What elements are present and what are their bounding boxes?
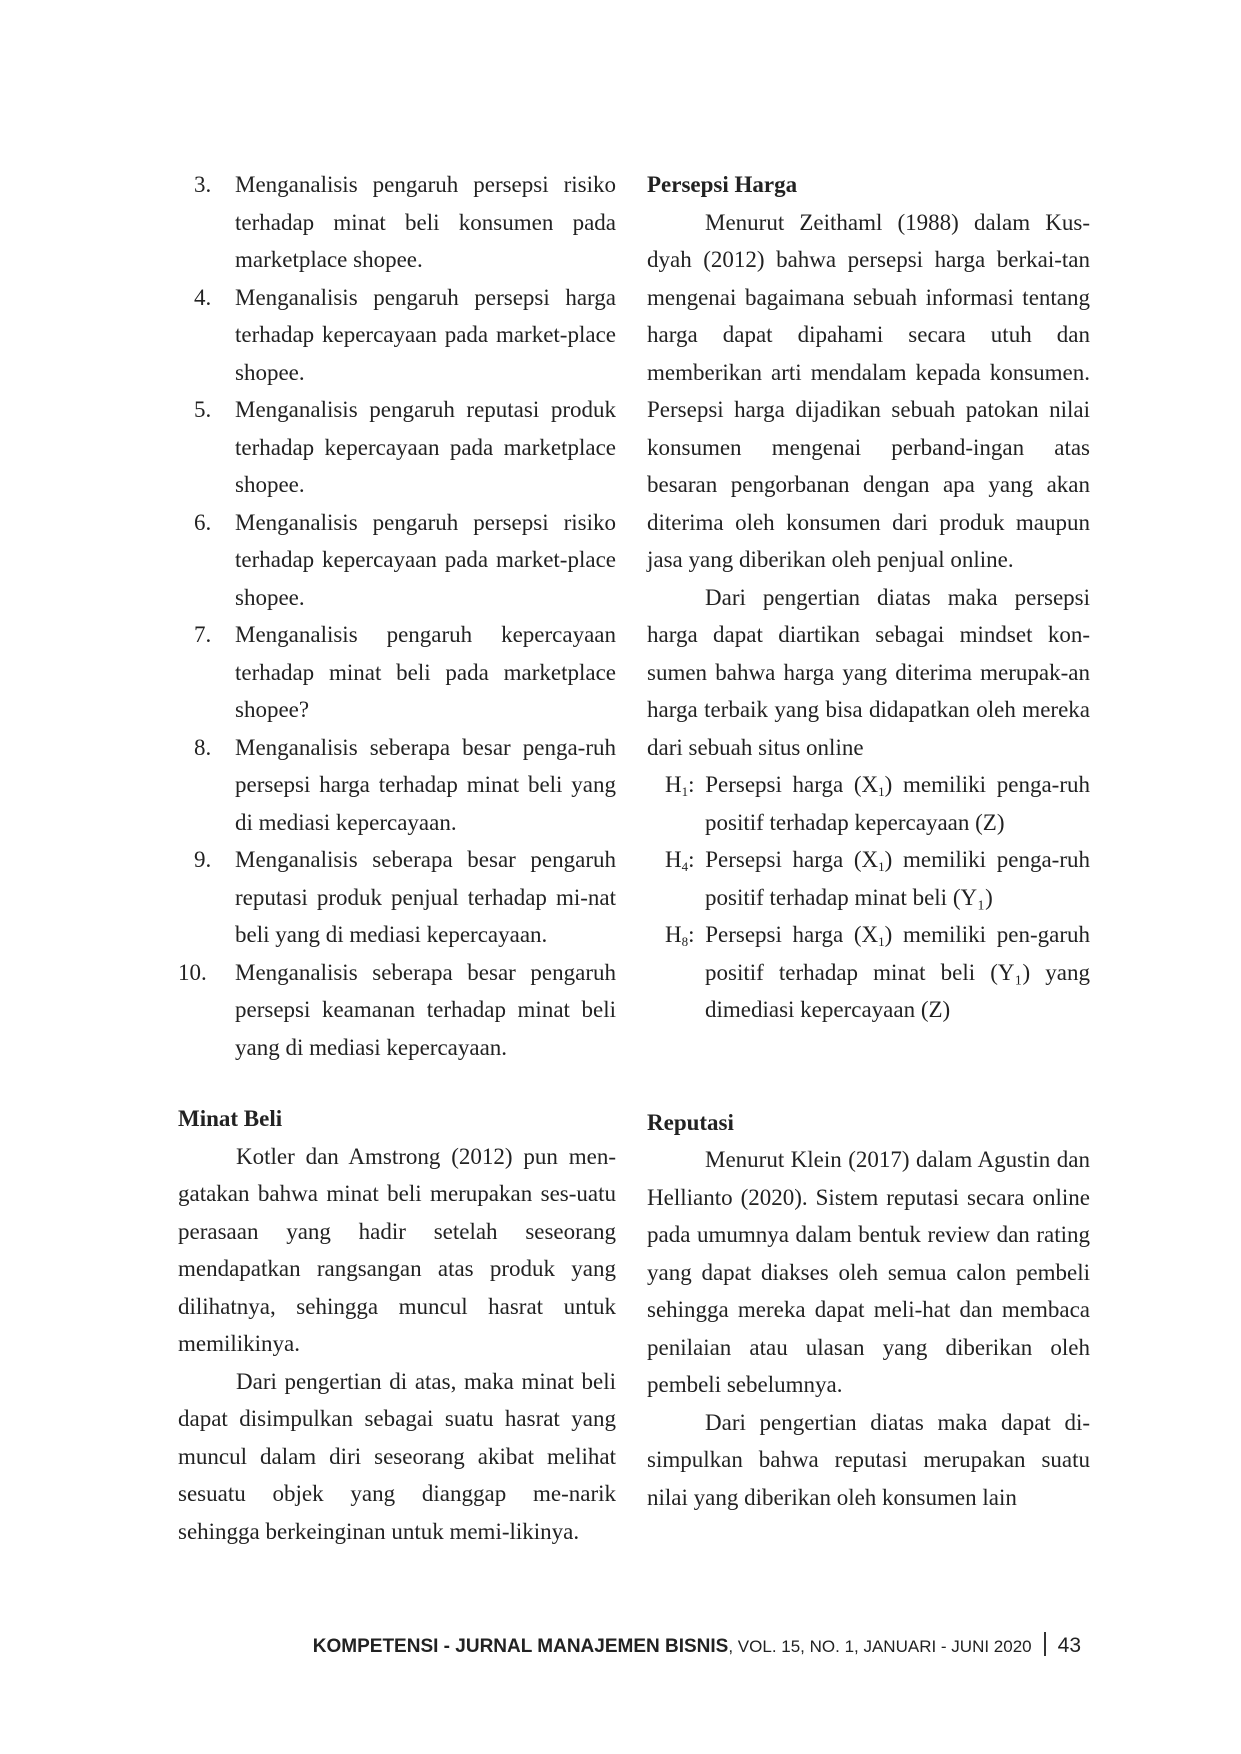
hypothesis-label-subscript: 8	[681, 934, 689, 949]
hypothesis-label: H	[665, 772, 682, 797]
list-item-number: 6.	[194, 509, 212, 535]
left-column	[178, 166, 616, 1550]
list-item-number: 10.	[178, 959, 207, 985]
paragraph: Dari pengertian di atas, maka minat beli dapat disimpulkan sebagai suatu hasrat yang muncul dalam diri seseorang akibat melihat sesuatu objek yang dianggap me-narik sehingga berkeinginan untuk memi-likinya.	[178, 1368, 616, 1544]
list-item	[178, 166, 616, 279]
page-footer	[313, 1632, 1081, 1658]
variable-subscript: 1	[878, 934, 885, 949]
hypothesis-statement: : Persepsi harga (X	[688, 922, 879, 947]
hypothesis	[647, 766, 1090, 841]
section-heading-persepsi-harga: Persepsi Harga	[647, 172, 798, 197]
list-item-text: Menganalisis pengaruh kepercayaan terhadap minat beli pada marketplace shopee?	[235, 622, 616, 722]
objectives-list	[178, 166, 616, 1066]
hypothesis-statement: ) memiliki penga-ruh positif terhadap kepercayaan (Z)	[705, 772, 1090, 835]
paragraph: Menurut Klein (2017) dalam Agustin dan Hellianto (2020). Sistem reputasi secara online pada umumnya dalam bentuk review dan rating yang dapat diakses oleh semua calon pembeli sehingga mereka dapat meli-hat dan membaca penilaian atau ulasan yang diberikan oleh pembeli sebelumnya.	[647, 1147, 1090, 1397]
list-item-text: Menganalisis seberapa besar pengaruh reputasi produk penjual terhadap mi-nat beli yang di mediasi kepercayaan.	[235, 847, 616, 947]
hypothesis-statement: ) memiliki penga-ruh positif terhadap minat beli (Y₁)	[705, 847, 1090, 910]
list-item	[178, 616, 616, 729]
list-item-text: Menganalisis pengaruh persepsi harga terhadap kepercayaan pada market-place shopee.	[235, 284, 616, 385]
paragraph: Kotler dan Amstrong (2012) pun men-gatakan bahwa minat beli merupakan ses-uatu perasaan yang hadir setelah seseorang mendapatkan rangsangan atas produk yang dilihatnya, sehingga muncul hasrat untuk memilikinya.	[178, 1143, 616, 1356]
hypothesis-statement: : Persepsi harga (X	[688, 847, 879, 872]
section-heading-minat-beli: Minat Beli	[178, 1106, 283, 1131]
list-item-text: Menganalisis pengaruh persepsi risiko terhadap minat beli konsumen pada marketplace shopee.	[235, 172, 616, 272]
hypothesis-text	[665, 841, 1090, 916]
hypothesis-label-subscript: 4	[681, 859, 689, 874]
page-number: 43	[1057, 1634, 1081, 1657]
journal-name: KOMPETENSI - JURNAL MANAJEMEN BISNIS	[312, 1636, 729, 1657]
paragraph: Dari pengertian diatas maka persepsi harga dapat diartikan sebagai mindset kon-sumen bahwa harga yang diterima merupak-an harga terbaik yang bisa didapatkan oleh mereka dari sebuah situs online	[647, 584, 1090, 760]
hypothesis-text	[665, 916, 1090, 1029]
hypotheses-list	[647, 766, 1090, 1029]
list-item-number: 9.	[194, 847, 212, 872]
list-item-number: 5.	[194, 397, 212, 422]
hypothesis-label: H	[665, 922, 682, 947]
list-item-text: Menganalisis seberapa besar pengaruh persepsi keamanan terhadap minat beli yang di mediasi kepercayaan.	[235, 959, 616, 1060]
list-item-number: 3.	[194, 172, 212, 197]
list-item	[178, 279, 616, 392]
footer-divider	[1044, 1632, 1046, 1656]
list-item	[178, 729, 616, 842]
hypothesis-text	[665, 766, 1090, 841]
list-item-number: 7.	[194, 622, 212, 647]
list-item-number: 4.	[194, 284, 212, 310]
list-item	[178, 391, 616, 504]
right-column	[647, 166, 1090, 1516]
hypothesis-label: H	[665, 847, 682, 872]
list-item	[178, 504, 616, 617]
list-item-text: Menganalisis seberapa besar penga-ruh persepsi harga terhadap minat beli yang di mediasi kepercayaan.	[235, 734, 616, 835]
hypothesis-statement: : Persepsi harga (X	[688, 772, 879, 797]
hypothesis-statement: ) memiliki pen-garuh positif terhadap minat beli (Y₁) yang dimediasi kepercayaan (Z)	[705, 922, 1090, 1022]
hypothesis-label-subscript: 1	[681, 784, 689, 799]
list-item-text: Menganalisis pengaruh reputasi produk terhadap kepercayaan pada marketplace shopee.	[235, 397, 616, 497]
list-item	[178, 954, 616, 1067]
journal-volume: , VOL. 15, NO. 1, JANUARI - JUNI 2020	[728, 1637, 1032, 1656]
hypothesis	[647, 841, 1090, 916]
list-item-number: 8.	[194, 734, 212, 760]
list-item	[178, 841, 616, 954]
list-item-text: Menganalisis pengaruh persepsi risiko terhadap kepercayaan pada market-place shopee.	[235, 509, 616, 610]
paragraph: Menurut Zeithaml (1988) dalam Kus-dyah (2012) bahwa persepsi harga berkai-tan mengenai bagaimana sebuah informasi tentang harga dapat dipahami secara utuh dan memberikan arti mendalam kepada konsumen. Persepsi harga dijadikan sebuah patokan nilai konsumen mengenai perband-ingan atas besaran pengorbanan dengan apa yang akan diterima oleh konsumen dari produk maupun jasa yang diberikan oleh penjual online.	[647, 209, 1090, 572]
section-heading-reputasi: Reputasi	[647, 1109, 734, 1135]
variable-subscript: 1	[878, 859, 885, 874]
paragraph: Dari pengertian diatas maka dapat di-simpulkan bahwa reputasi merupakan suatu nilai yang diberikan oleh konsumen lain	[647, 1409, 1090, 1510]
hypothesis	[647, 916, 1090, 1029]
variable-subscript: 1	[878, 784, 885, 799]
